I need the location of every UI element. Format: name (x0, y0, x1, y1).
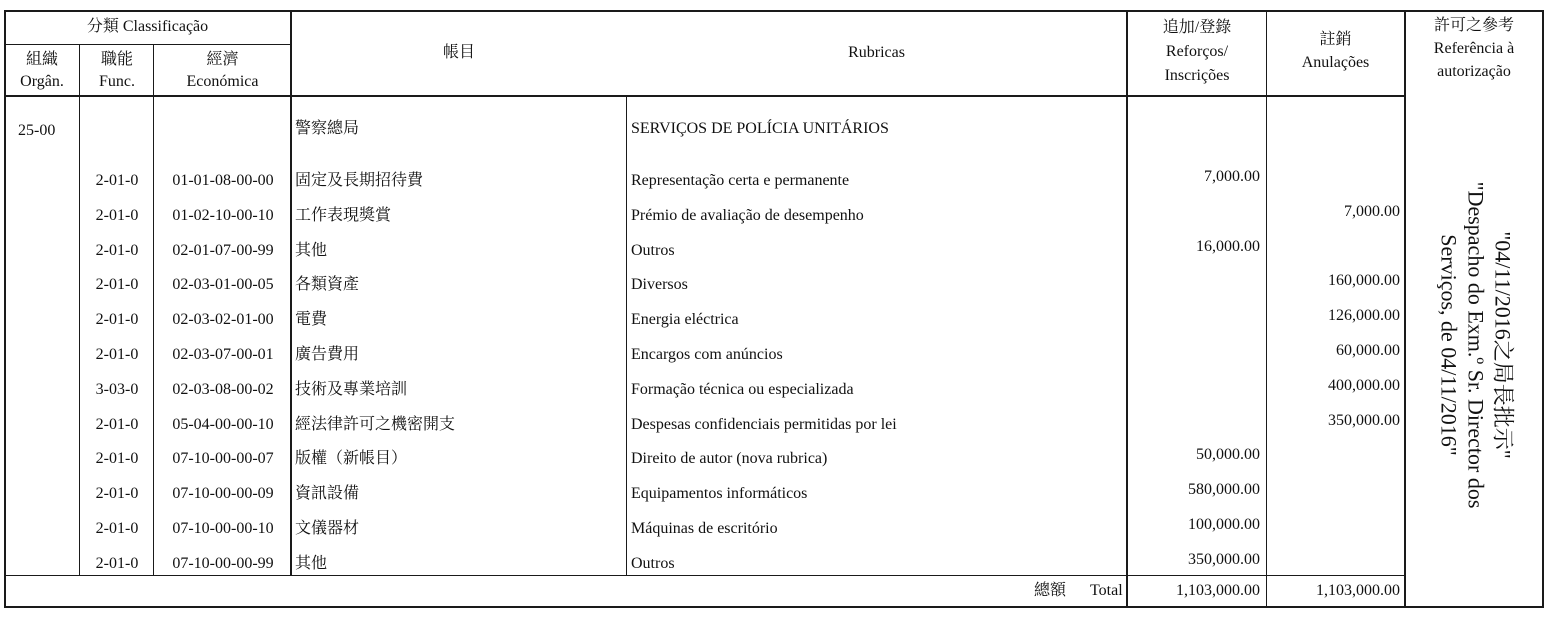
func-code: 2-01-0 (95, 520, 139, 537)
rubrica-name-pt: Outros (631, 555, 675, 572)
rubrica-name-pt: Equipamentos informáticos (631, 485, 808, 502)
reforcos-header-pt1: Reforços/ (1165, 43, 1229, 60)
account-name-zh: 版權（新帳目） (295, 450, 408, 467)
reforco-amount: 50,000.00 (1196, 446, 1260, 463)
account-name-zh: 固定及長期招待費 (295, 172, 424, 189)
func-header-zh: 職能 (100, 51, 133, 68)
authorization-line-3: Serviços, de 04/11/2016" (1436, 234, 1462, 456)
rubricas-header: Rubricas (848, 44, 905, 61)
organ-header-zh: 組織 (25, 51, 58, 68)
organ-header-pt: Orgân. (20, 73, 64, 90)
reforcos-header-zh: 追加/登錄 (1162, 19, 1232, 36)
organ-code: 25-00 (18, 122, 56, 139)
func-code: 2-01-0 (95, 416, 139, 433)
econ-code: 02-01-07-00-99 (172, 242, 274, 259)
account-name-zh: 各類資產 (295, 276, 360, 293)
reforco-amount: 350,000.00 (1188, 551, 1260, 568)
econ-code: 01-01-08-00-00 (172, 172, 274, 189)
anulacao-amount: 126,000.00 (1328, 307, 1400, 324)
econ-code: 07-10-00-00-09 (172, 485, 274, 502)
econ-code: 02-03-01-00-05 (172, 276, 274, 293)
func-code: 2-01-0 (95, 346, 139, 363)
anulacao-amount: 350,000.00 (1328, 412, 1400, 429)
account-name-zh: 工作表現獎賞 (295, 207, 392, 224)
account-name-zh: 經法律許可之機密開支 (295, 416, 456, 433)
anulacao-amount: 7,000.00 (1344, 203, 1400, 220)
account-name-zh: 電費 (295, 311, 328, 328)
reforco-amount: 100,000.00 (1188, 516, 1260, 533)
account-header: 帳目 (442, 44, 475, 61)
total-label-pt: Total (1090, 582, 1123, 599)
econ-header-pt: Económica (186, 73, 259, 90)
rubrica-name-pt: Máquinas de escritório (631, 520, 778, 537)
rubrica-name-pt: Outros (631, 242, 675, 259)
ref-header-pt2: autorização (1437, 63, 1511, 80)
econ-header-zh: 經濟 (206, 51, 239, 68)
account-name-zh: 其他 (295, 555, 328, 572)
econ-code: 07-10-00-00-07 (172, 450, 274, 467)
account-name-zh: 資訊設備 (295, 485, 360, 502)
anulacoes-header-zh: 註銷 (1319, 31, 1352, 48)
reforcos-header-pt2: Inscrições (1164, 67, 1230, 84)
reforco-amount: 580,000.00 (1188, 481, 1260, 498)
classification-header: 分類 Classificação (86, 18, 209, 35)
rubrica-name-pt: Energia eléctrica (631, 311, 739, 328)
anulacoes-header-pt: Anulações (1301, 54, 1370, 71)
ref-header-pt1: Referência à (1433, 40, 1515, 57)
rubrica-name-pt: Despesas confidenciais permitidas por lei (631, 416, 897, 433)
econ-code: 07-10-00-00-10 (172, 520, 274, 537)
rubrica-name-pt: Prémio de avaliação de desempenho (631, 207, 864, 224)
func-code: 2-01-0 (95, 450, 139, 467)
econ-code: 01-02-10-00-10 (172, 207, 274, 224)
func-code: 2-01-0 (95, 311, 139, 328)
func-header-pt: Func. (99, 73, 135, 90)
group-name-pt: SERVIÇOS DE POLÍCIA UNITÁRIOS (631, 120, 889, 137)
rubrica-name-pt: Representação certa e permanente (631, 172, 850, 189)
func-code: 2-01-0 (95, 276, 139, 293)
func-code: 2-01-0 (95, 172, 139, 189)
budget-table (4, 10, 1544, 608)
ref-header-zh: 許可之參考 (1433, 17, 1514, 34)
total-reforcos: 1,103,000.00 (1176, 582, 1260, 599)
econ-code: 02-03-07-00-01 (172, 346, 274, 363)
econ-code: 05-04-00-00-10 (172, 416, 274, 433)
authorization-line-2: "Despacho do Exm.º Sr. Director dos (1463, 181, 1489, 509)
account-name-zh: 文儀器材 (295, 520, 360, 537)
total-label-zh: 總額 (1034, 582, 1067, 599)
func-code: 2-01-0 (95, 485, 139, 502)
total-anulacoes: 1,103,000.00 (1316, 582, 1400, 599)
authorization-reference (1416, 105, 1536, 585)
account-name-zh: 廣告費用 (295, 346, 360, 363)
account-name-zh: 技術及專業培訓 (295, 381, 408, 398)
econ-code: 07-10-00-00-99 (172, 555, 274, 572)
econ-code: 02-03-02-01-00 (172, 311, 274, 328)
anulacao-amount: 60,000.00 (1336, 342, 1400, 359)
account-name-zh: 其他 (295, 242, 328, 259)
econ-code: 02-03-08-00-02 (172, 381, 274, 398)
rubrica-name-pt: Direito de autor (nova rubrica) (631, 450, 828, 467)
authorization-line-1: "04/11/2016之局長批示" (1490, 231, 1516, 459)
func-code: 2-01-0 (95, 242, 139, 259)
rubrica-name-pt: Encargos com anúncios (631, 346, 783, 363)
func-code: 2-01-0 (95, 555, 139, 572)
rubrica-name-pt: Diversos (631, 276, 688, 293)
reforco-amount: 7,000.00 (1204, 168, 1260, 185)
anulacao-amount: 160,000.00 (1328, 272, 1400, 289)
rubrica-name-pt: Formação técnica ou especializada (631, 381, 854, 398)
reforco-amount: 16,000.00 (1196, 238, 1260, 255)
group-name-zh: 警察總局 (295, 120, 360, 137)
func-code: 3-03-0 (95, 381, 139, 398)
func-code: 2-01-0 (95, 207, 139, 224)
anulacao-amount: 400,000.00 (1328, 377, 1400, 394)
